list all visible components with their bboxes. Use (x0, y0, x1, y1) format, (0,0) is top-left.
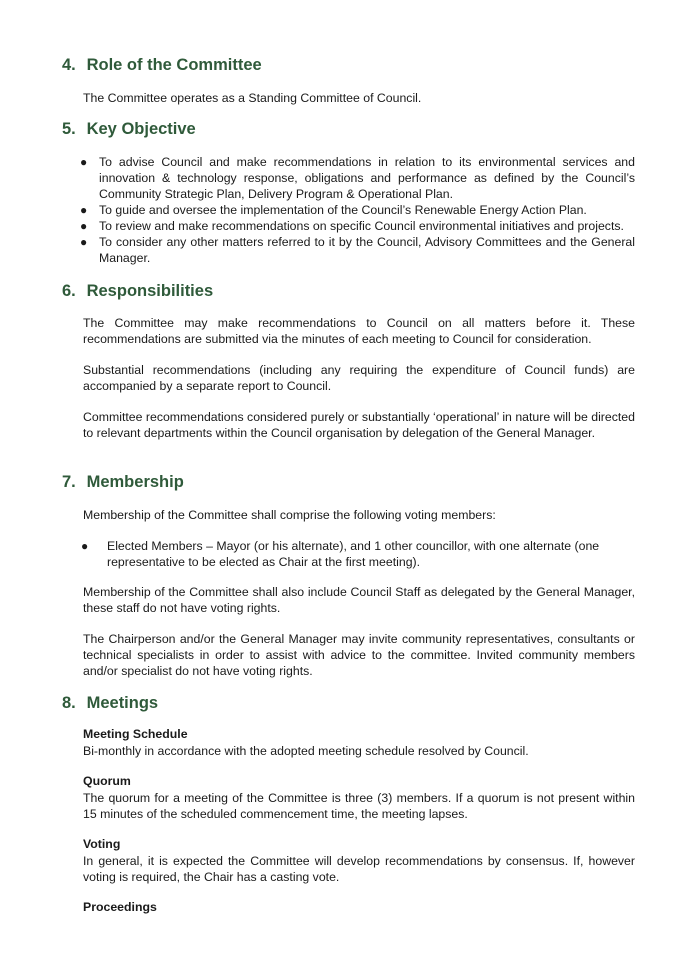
objective-bullet-3: To review and make recommendations on specific Council environmental initiatives and projects. (99, 219, 624, 233)
objective-bullet-4: To consider any other matters referred to it by the Council, Advisory Committees and the General Manager. (99, 235, 635, 265)
membership-intro: Membership of the Committee shall comprise the following voting members: (83, 508, 496, 522)
section-4-paragraph: The Committee operates as a Standing Committee of Council. (83, 91, 422, 105)
meeting-schedule-text: Bi-monthly in accordance with the adopted meeting schedule resolved by Council. (83, 744, 529, 758)
section-7-heading: 7. Membership (62, 473, 184, 491)
responsibilities-paragraph-2: Substantial recommendations (including any requiring the expenditure of Council funds) are accompanied by a separate report to Council. (83, 363, 635, 393)
responsibilities-paragraph-3: Committee recommendations considered purely or substantially ‘operational’ in nature will be directed to relevant departments within the Council organisation by delegation of the General Manager. (83, 410, 635, 440)
proceedings-heading: Proceedings (83, 900, 157, 914)
bullet-icon: ● (80, 203, 88, 217)
quorum-heading: Quorum (83, 774, 131, 788)
quorum-text: The quorum for a meeting of the Committee is three (3) members. If a quorum is not present within 15 minutes of the scheduled commencement time, the meeting lapses. (83, 791, 635, 821)
section-6-heading: 6. Responsibilities (62, 282, 214, 300)
membership-paragraph-1: Membership of the Committee shall also include Council Staff as delegated by the General Manager, these staff do not have voting rights. (83, 585, 635, 615)
bullet-icon: ● (80, 219, 88, 233)
section-5-heading: 5. Key Objective (62, 120, 196, 138)
meeting-schedule-heading: Meeting Schedule (83, 727, 188, 741)
voting-text: In general, it is expected the Committee will develop recommendations by consensus. If, however voting is required, the Chair has a casting vote. (83, 854, 635, 884)
responsibilities-paragraph-1: The Committee may make recommendations to Council on all matters before it. These recommendations are submitted via the minutes of each meeting to Council for consideration. (83, 316, 635, 346)
bullet-icon: ● (80, 155, 88, 169)
section-8-heading: 8. Meetings (62, 694, 159, 712)
objective-bullet-1: To advise Council and make recommendations in relation to its environmental services and innovation & technology response, obligations and performance as defined by the Council’s Community Strategic Plan, Delivery Program & Operational Plan. (99, 155, 635, 201)
bullet-icon: ● (80, 235, 88, 249)
membership-paragraph-2: The Chairperson and/or the General Manager may invite community representatives, consultants or technical specialists in order to assist with advice to the committee. Invited community members and/or specialist do not have voting rights. (83, 632, 635, 678)
bullet-icon: ● (81, 539, 89, 553)
objective-bullet-2: To guide and oversee the implementation of the Council’s Renewable Energy Action Plan. (99, 203, 587, 217)
voting-heading: Voting (83, 837, 121, 851)
section-4-heading: 4. Role of the Committee (62, 56, 262, 74)
membership-bullet-1: Elected Members – Mayor (or his alternate), and 1 other councillor, with one alternate (one representative to be elected as Chair at the first meeting). (107, 539, 600, 569)
